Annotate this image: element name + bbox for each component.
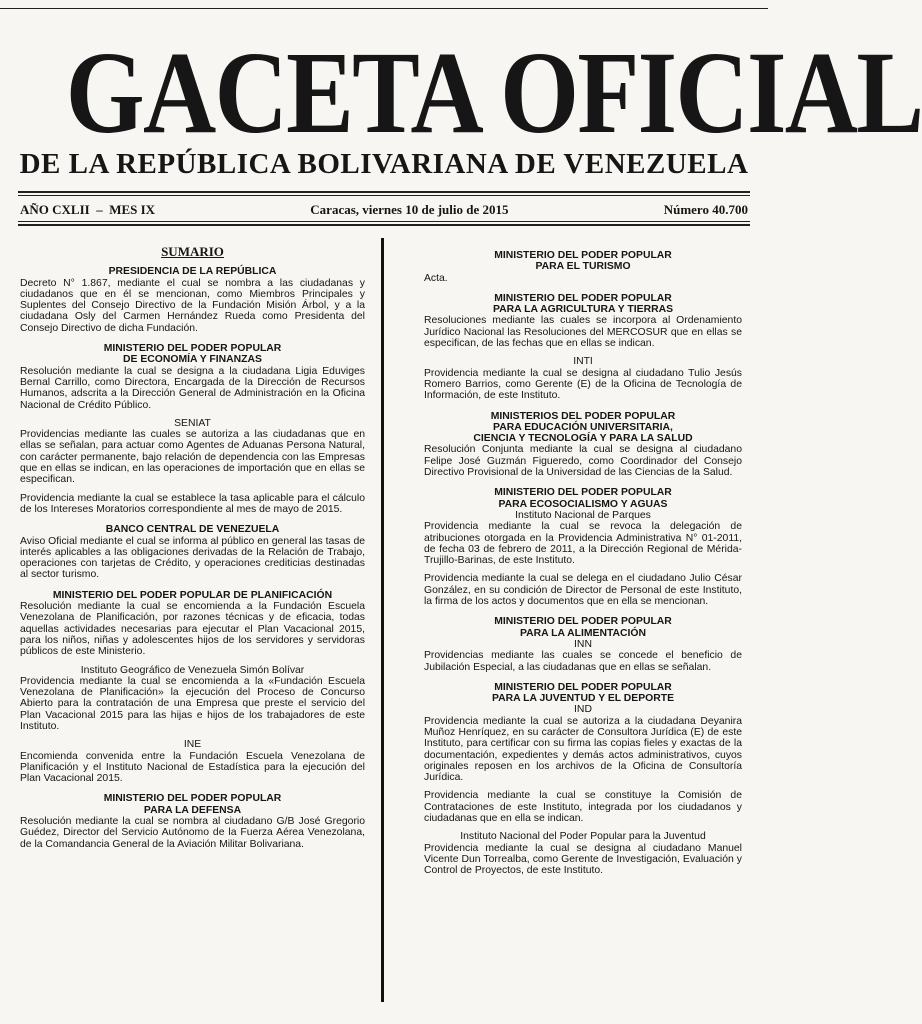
section-heading: PARA EDUCACIÓN UNIVERSITARIA, [493, 421, 673, 433]
section-heading: PARA LA ALIMENTACIÓN [519, 627, 647, 639]
section-heading: PARA EL TURISMO [535, 261, 631, 273]
entry-text: Aviso Oficial mediante el cual se informa al público en general las tasas de interés aplicables a las obligaciones derivadas de la Relación de Trabajo, operaciones con tarjetas de Crédito, y operaciones crediticias destinadas al sector turismo. [20, 535, 365, 581]
newspaper-subtitle: DE LA REPÚBLICA BOLIVARIANA DE VENEZUELA [19, 148, 749, 180]
section-heading: DE ECONOMÍA Y FINANZAS [123, 354, 262, 366]
section-agricultura [424, 293, 742, 402]
section-ecosocialismo [424, 487, 742, 607]
section-planificacion [20, 590, 365, 785]
agency-label: Instituto Geográfico de Venezuela Simón Bolívar [80, 664, 305, 676]
right-column [424, 250, 742, 886]
entry-text: Providencia mediante la cual se designa al ciudadano Manuel Vicente Dun Torrealba, como Gerente de Investigación, Evaluación y Control de Proyectos, de este Instituto. [424, 842, 742, 877]
section-heading: PARA LA AGRICULTURA Y TIERRAS [492, 304, 674, 316]
column-divider [381, 238, 384, 1002]
entry-text: Encomienda convenida entre la Fundación Escuela Venezolana de Planificación y el Instituto Nacional de Estadística para la ejecución del Plan Vacacional 2015. [20, 750, 365, 785]
issue-date: Caracas, viernes 10 de julio de 2015 [310, 202, 509, 217]
sumario-heading: SUMARIO [161, 244, 224, 259]
header-rule-top-thin [18, 195, 750, 196]
section-heading: MINISTERIOS DEL PODER POPULAR [490, 410, 676, 422]
entry-text: Providencias mediante las cuales se concede el beneficio de Jubilación Especial, a las ciudadanas que en ellas se señalan. [424, 650, 742, 673]
header-rule-bottom [18, 224, 750, 226]
section-heading: PARA LA DEFENSA [143, 804, 242, 816]
entry-text: Providencia mediante la cual se establece la tasa aplicable para el cálculo de los Intereses Moratorios correspondiente al mes de mayo de 2015. [20, 492, 365, 515]
section-educacion-salud [424, 411, 742, 479]
section-alimentacion [424, 616, 742, 672]
entry-text: Providencia mediante la cual se autoriza a la ciudadana Deyanira Muñoz Henríquez, en su carácter de Consultora Jurídica (E) de este Instituto, para certificar con su firma las copias fieles y exactas de la documentación, expedientes y demás actos administrativos, cuyos originales reposen en los archivos de la Oficina de Consultoría Jurídica. [424, 715, 742, 784]
section-heading: MINISTERIO DEL PODER POPULAR [494, 292, 672, 304]
section-economia [20, 343, 365, 515]
section-heading: MINISTERIO DEL PODER POPULAR [494, 616, 672, 628]
section-heading: MINISTERIO DEL PODER POPULAR [494, 250, 672, 261]
agency-label: INN [574, 638, 592, 650]
header-rule-bottom-thin [18, 221, 750, 222]
year-month: AÑO CXLII – MES IX [20, 202, 156, 217]
section-heading: MINISTERIO DEL PODER POPULAR DE PLANIFICACIÓN [52, 589, 333, 601]
dateline [20, 202, 748, 218]
section-heading: MINISTERIO DEL PODER POPULAR [103, 793, 282, 805]
agency-label: SENIAT [174, 417, 211, 429]
section-heading: PARA ECOSOCIALISMO Y AGUAS [498, 498, 668, 510]
section-heading: BANCO CENTRAL DE VENEZUELA [105, 524, 280, 536]
agency-label: IND [574, 704, 592, 716]
agency-label: INTI [573, 356, 593, 368]
agency-label: Instituto Nacional de Parques [515, 509, 651, 521]
newspaper-title: GACETA OFICIAL [65, 27, 922, 158]
section-heading: MINISTERIO DEL PODER POPULAR [103, 343, 282, 355]
entry-text: Providencia mediante la cual se constituye la Comisión de Contrataciones de este Instituto, integrada por los ciudadanos y ciudadanas que en ella se indican. [424, 790, 742, 825]
left-column [20, 244, 365, 859]
entry-text: Providencia mediante la cual se encomienda a la «Fundación Escuela Venezolana de Planificación» la ejecución del Proceso de Concurso Abierto para la contratación de una Empresa que preste el servicio del Plan Vacacional 2015 para las hijas e hijos de los trabajadores de este Instituto. [20, 675, 365, 732]
top-rule [0, 8, 768, 9]
entry-text: Acta. [424, 272, 448, 284]
agency-label: Instituto Nacional del Poder Popular para la Juventud [460, 831, 706, 843]
entry-text: Providencia mediante la cual se designa al ciudadano Tulio Jesús Romero Barrios, como Gerente (E) de la Oficina de Tecnología de Información, de este Instituto. [424, 367, 742, 402]
entry-text: Decreto N° 1.867, mediante el cual se nombra a las ciudadanas y ciudadanos que en él se mencionan, como Miembros Principales y Suplentes del Consejo Directivo de la Fundación Misión Árbol, y a la ciudadana Osly del Carmen Hernández Rueda como Presidenta del Consejo Directivo de dicha Fundación. [20, 277, 365, 334]
issue-number: Número 40.700 [663, 202, 748, 217]
entry-text: Resolución Conjunta mediante la cual se designa al ciudadano Felipe José Guzmán Figueredo, como Coordinador del Consejo Directivo Provisional de la Universidad de las Ciencias de la Salud. [424, 444, 742, 479]
section-heading: PARA LA JUVENTUD Y EL DEPORTE [491, 693, 675, 705]
section-turismo [424, 250, 742, 284]
header-rule-top [18, 191, 750, 193]
entry-text: Resolución mediante la cual se nombra al ciudadano G/B José Gregorio Guédez, Director del Servicio Autónomo de la Fuerza Aérea Venezolana, de la Comandancia General de la Aviación Militar Bolivariana. [20, 816, 365, 850]
section-juventud-deporte [424, 682, 742, 877]
section-heading: MINISTERIO DEL PODER POPULAR [494, 487, 672, 499]
section-heading: CIENCIA Y TECNOLOGÍA Y PARA LA SALUD [473, 433, 693, 445]
section-heading: MINISTERIO DEL PODER POPULAR [494, 681, 672, 693]
entry-text: Resolución mediante la cual se encomienda a la Fundación Escuela Venezolana de Planificación, por razones técnicas y de eficacia, todas aquellas actividades necesarias para ejecutar el Plan Vacacional 2015, para los niños, niñas y adolescentes hijos de los servidores y servidoras públicos de este Ministerio. [20, 601, 365, 658]
entry-text: Providencia mediante la cual se revoca la delegación de atribuciones otorgada en la Providencia Administrativa N° 01-2011, de fecha 03 de febrero de 2011, a la Dirección Regional de Mérida-Trujillo-Barinas, de este Instituto. [424, 521, 742, 567]
section-presidencia [20, 266, 365, 334]
entry-text: Providencias mediante las cuales se autoriza a las ciudadanas que en ellas se señalan, para actuar como Agentes de Aduanas Persona Natural, con carácter permanente, bajo relación de dependencia con las Empresas que en ellas se indican, en las operaciones de importación que en ellas se especifican. [20, 429, 365, 486]
entry-text: Resoluciones mediante las cuales se incorpora al Ordenamiento Jurídico Nacional las Resoluciones del MERCOSUR que en ellas se especifican, de las fechas que en ellas se indican. [424, 315, 742, 350]
agency-label: INE [183, 739, 202, 751]
section-heading: PRESIDENCIA DE LA REPÚBLICA [108, 266, 277, 278]
section-defensa [20, 793, 365, 849]
entry-text: Resolución mediante la cual se designa a la ciudadana Ligia Eduviges Bernal Carrillo, como Directora, Encargada de la Dirección de Recursos Humanos, adscrita a la Dirección General de Administración en la Oficina Nacional de Crédito Público. [20, 365, 365, 411]
entry-text: Providencia mediante la cual se delega en el ciudadano Julio César González, en su condición de Director de Personal de este Instituto, la firma de los actos y documentos que en ella se mencionan. [424, 573, 742, 608]
section-banco-central [20, 524, 365, 580]
